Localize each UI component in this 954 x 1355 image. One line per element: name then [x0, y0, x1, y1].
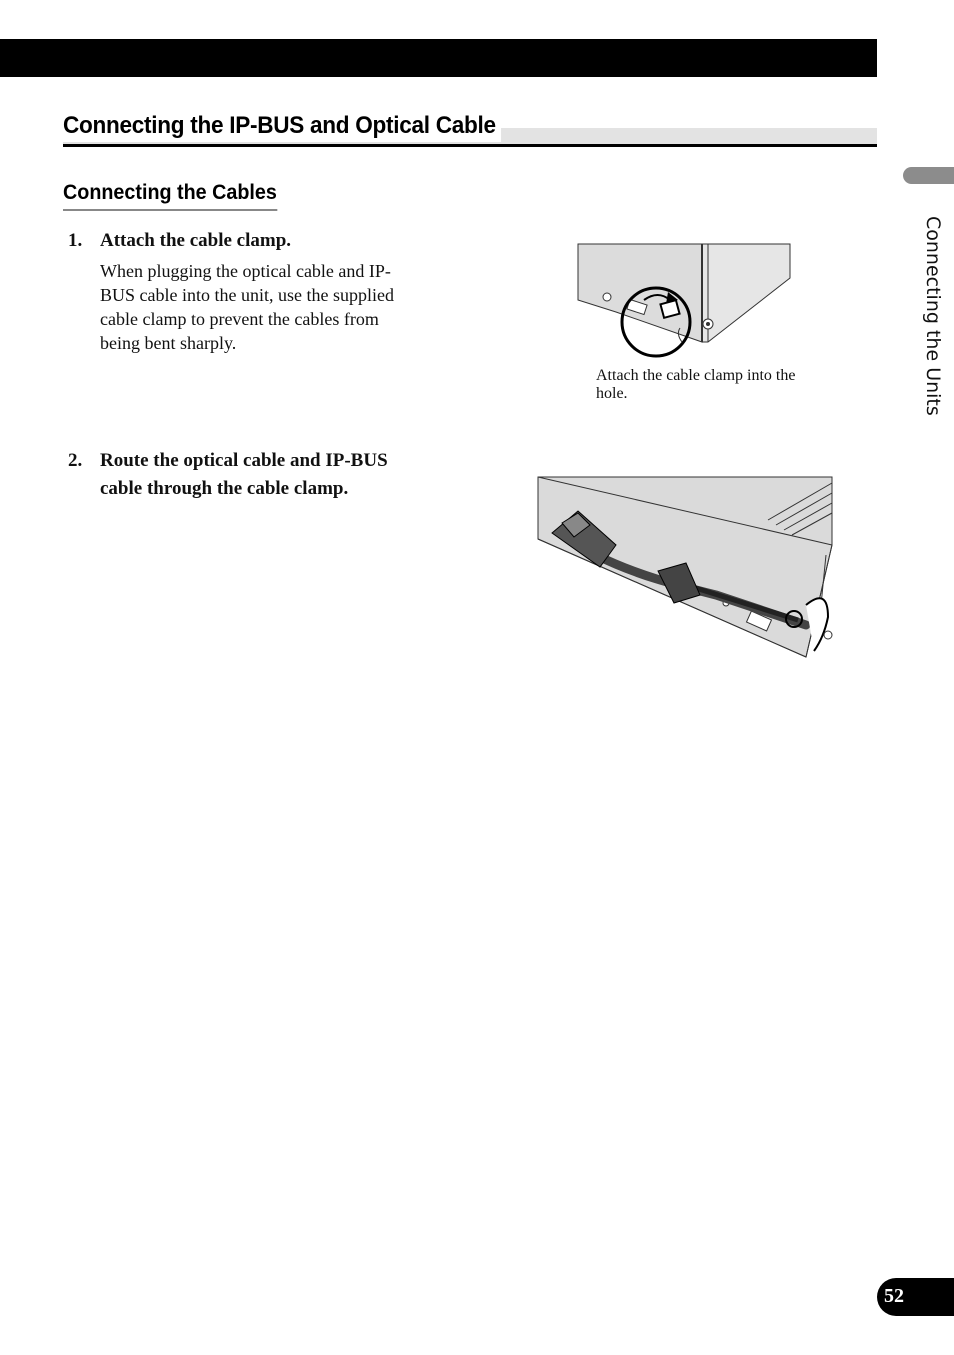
clamp-figure-caption: Attach the cable clamp into the hole.	[596, 367, 796, 402]
chapter-tab-marker	[903, 167, 954, 184]
subsection-title: Connecting the Cables	[63, 178, 277, 211]
step-1-heading: Attach the cable clamp.	[100, 230, 292, 251]
cable-routing-illustration	[536, 475, 834, 660]
section-title: Connecting the IP-BUS and Optical Cable	[63, 110, 501, 142]
step-1-number: 1.	[68, 230, 83, 251]
section-header	[63, 110, 877, 147]
step-2-number: 2.	[68, 450, 83, 471]
page-number: 52	[884, 1285, 904, 1307]
chapter-side-label: Connecting the Units	[922, 216, 944, 416]
top-header-bar	[0, 39, 877, 77]
section-title-rule	[63, 144, 877, 147]
clamp-attach-illustration	[576, 242, 794, 370]
step-1-body: When plugging the optical cable and IP-BUS cable into the unit, use the supplied cable clamp to prevent the cables from being bent sharply.	[100, 261, 394, 353]
step-2-heading: Route the optical cable and IP-BUS cable through the cable clamp.	[100, 450, 388, 499]
